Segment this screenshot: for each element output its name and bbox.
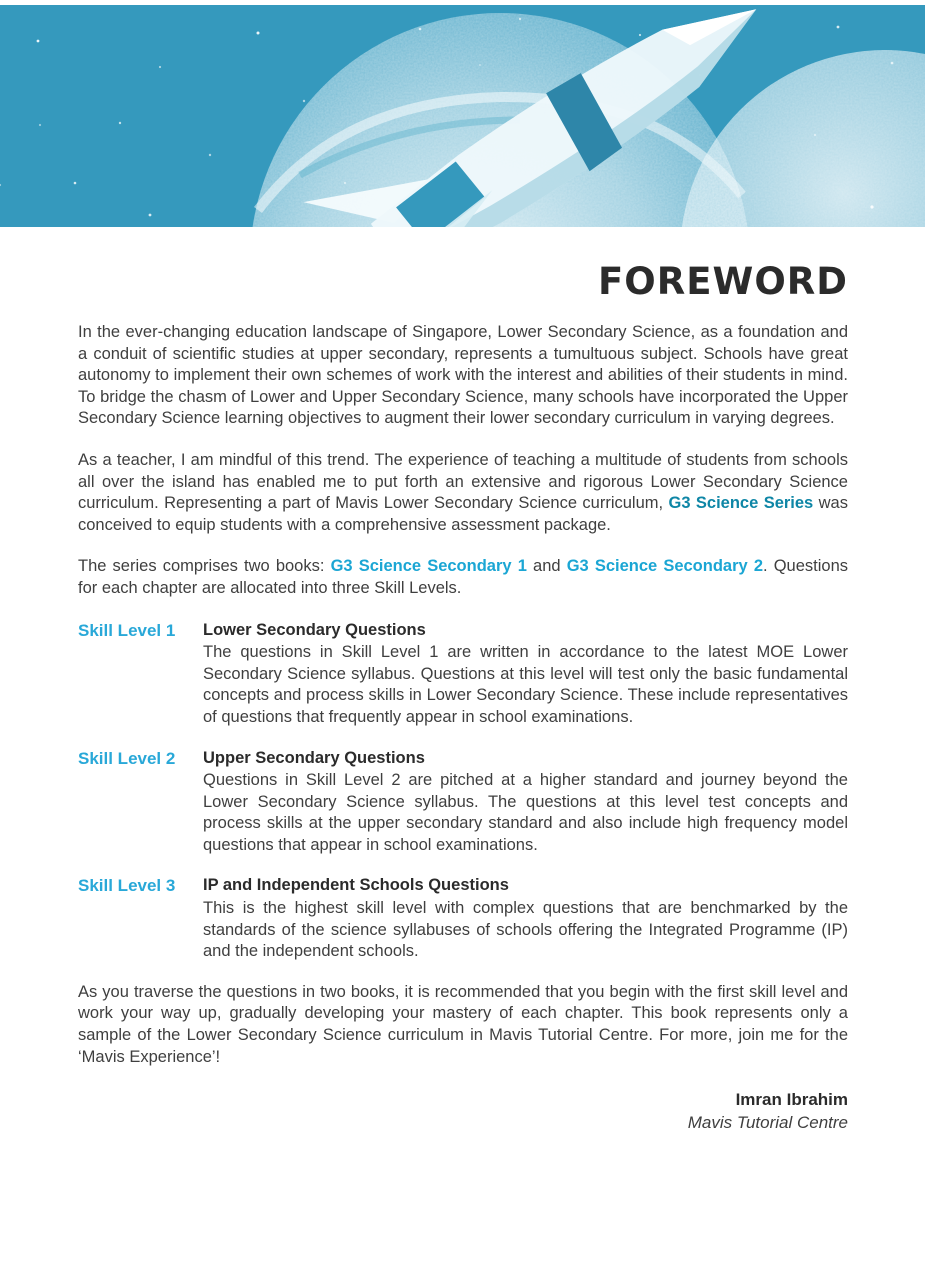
skill-level-3-body: This is the highest skill level with complex questions that are benchmarked by the standards of the science syllabuses of schools offering the Integrated Programme (IP) and the independent schools.: [203, 899, 848, 961]
page-title: FOREWORD: [598, 260, 848, 303]
author-organization: Mavis Tutorial Centre: [687, 1113, 848, 1133]
paragraph-books-and: and: [526, 557, 567, 576]
paragraph-books-pre: The series comprises two books:: [78, 557, 331, 576]
skill-level-3-content: [203, 875, 848, 962]
book-title-secondary-2: G3 Science Secondary 2: [566, 557, 764, 576]
paragraph-teacher: [78, 450, 848, 536]
paragraph-teacher-post: was conceived to equip students with a comprehensive assessment package.: [78, 494, 848, 534]
author-name: Imran Ibrahim: [735, 1090, 848, 1110]
skill-level-1-section: [78, 620, 848, 729]
series-name-highlight: G3 Science Series: [668, 494, 814, 513]
rocket-banner-illustration: [0, 5, 925, 227]
paragraph-books-post: . Questions for each chapter are allocated into three Skill Levels.: [78, 557, 849, 597]
paragraph-intro-text: In the ever-changing education landscape of Singapore, Lower Secondary Science, as a foundation and a conduit of scientific studies at upper secondary, represents a tumultuous subject. Schools have great autonomy to implement their own schemes of work with the interest and abilities of their students in mind. To bridge the chasm of Lower and Upper Secondary Science, many schools have incorporated the Upper Secondary Science learning objectives to augment their lower secondary curriculum in varying degrees.: [78, 323, 848, 428]
paragraph-intro: [78, 322, 848, 430]
skill-level-1-label: Skill Level 1: [78, 620, 176, 640]
skill-level-2-content: [203, 748, 848, 857]
rocket-banner: [0, 5, 925, 227]
paragraph-teacher-pre: As a teacher, I am mindful of this trend. The experience of teaching a multitude of students from schools all over the island has enabled me to put forth an extensive and rigorous Lower Secondary Science curriculum. Representing a part of Mavis Lower Secondary Science curriculum,: [78, 450, 848, 513]
book-title-secondary-1: G3 Science Secondary 1: [330, 557, 527, 576]
foreword-content: [78, 227, 848, 1134]
skill-level-1-title: Lower Secondary Questions: [203, 620, 426, 639]
skill-level-3-label: Skill Level 3: [78, 876, 176, 896]
skill-level-3-section: [78, 875, 848, 962]
skill-level-1-body: The questions in Skill Level 1 are written in accordance to the latest MOE Lower Secondary Science syllabus. Questions at this level will test only the basic fundamental concepts and process skills in Lower Secondary Science. These include representatives of questions that frequently appear in school examinations.: [203, 643, 848, 726]
skill-level-2-section: [78, 748, 848, 857]
skill-level-2-title: Upper Secondary Questions: [203, 748, 425, 767]
paragraph-closing: [78, 982, 848, 1068]
paragraph-closing-text: As you traverse the questions in two books, it is recommended that you begin with the first skill level and work your way up, gradually developing your mastery of each chapter. This book represents only a sample of the Lower Secondary Science curriculum in Mavis Tutorial Centre. For more, join me for the ‘Mavis Experience’!: [78, 982, 848, 1066]
skill-level-2-label: Skill Level 2: [78, 748, 176, 768]
skill-level-3-title: IP and Independent Schools Questions: [203, 876, 509, 895]
skill-level-1-content: [203, 620, 848, 729]
skill-level-2-body: Questions in Skill Level 2 are pitched at a higher standard and journey beyond the Lower Secondary Science syllabus. The questions at this level test concepts and process skills at the upper secondary standard and also include high frequency model questions that appear in school examinations.: [203, 771, 848, 854]
paragraph-books: [78, 556, 848, 599]
signature-block: [78, 1088, 848, 1134]
